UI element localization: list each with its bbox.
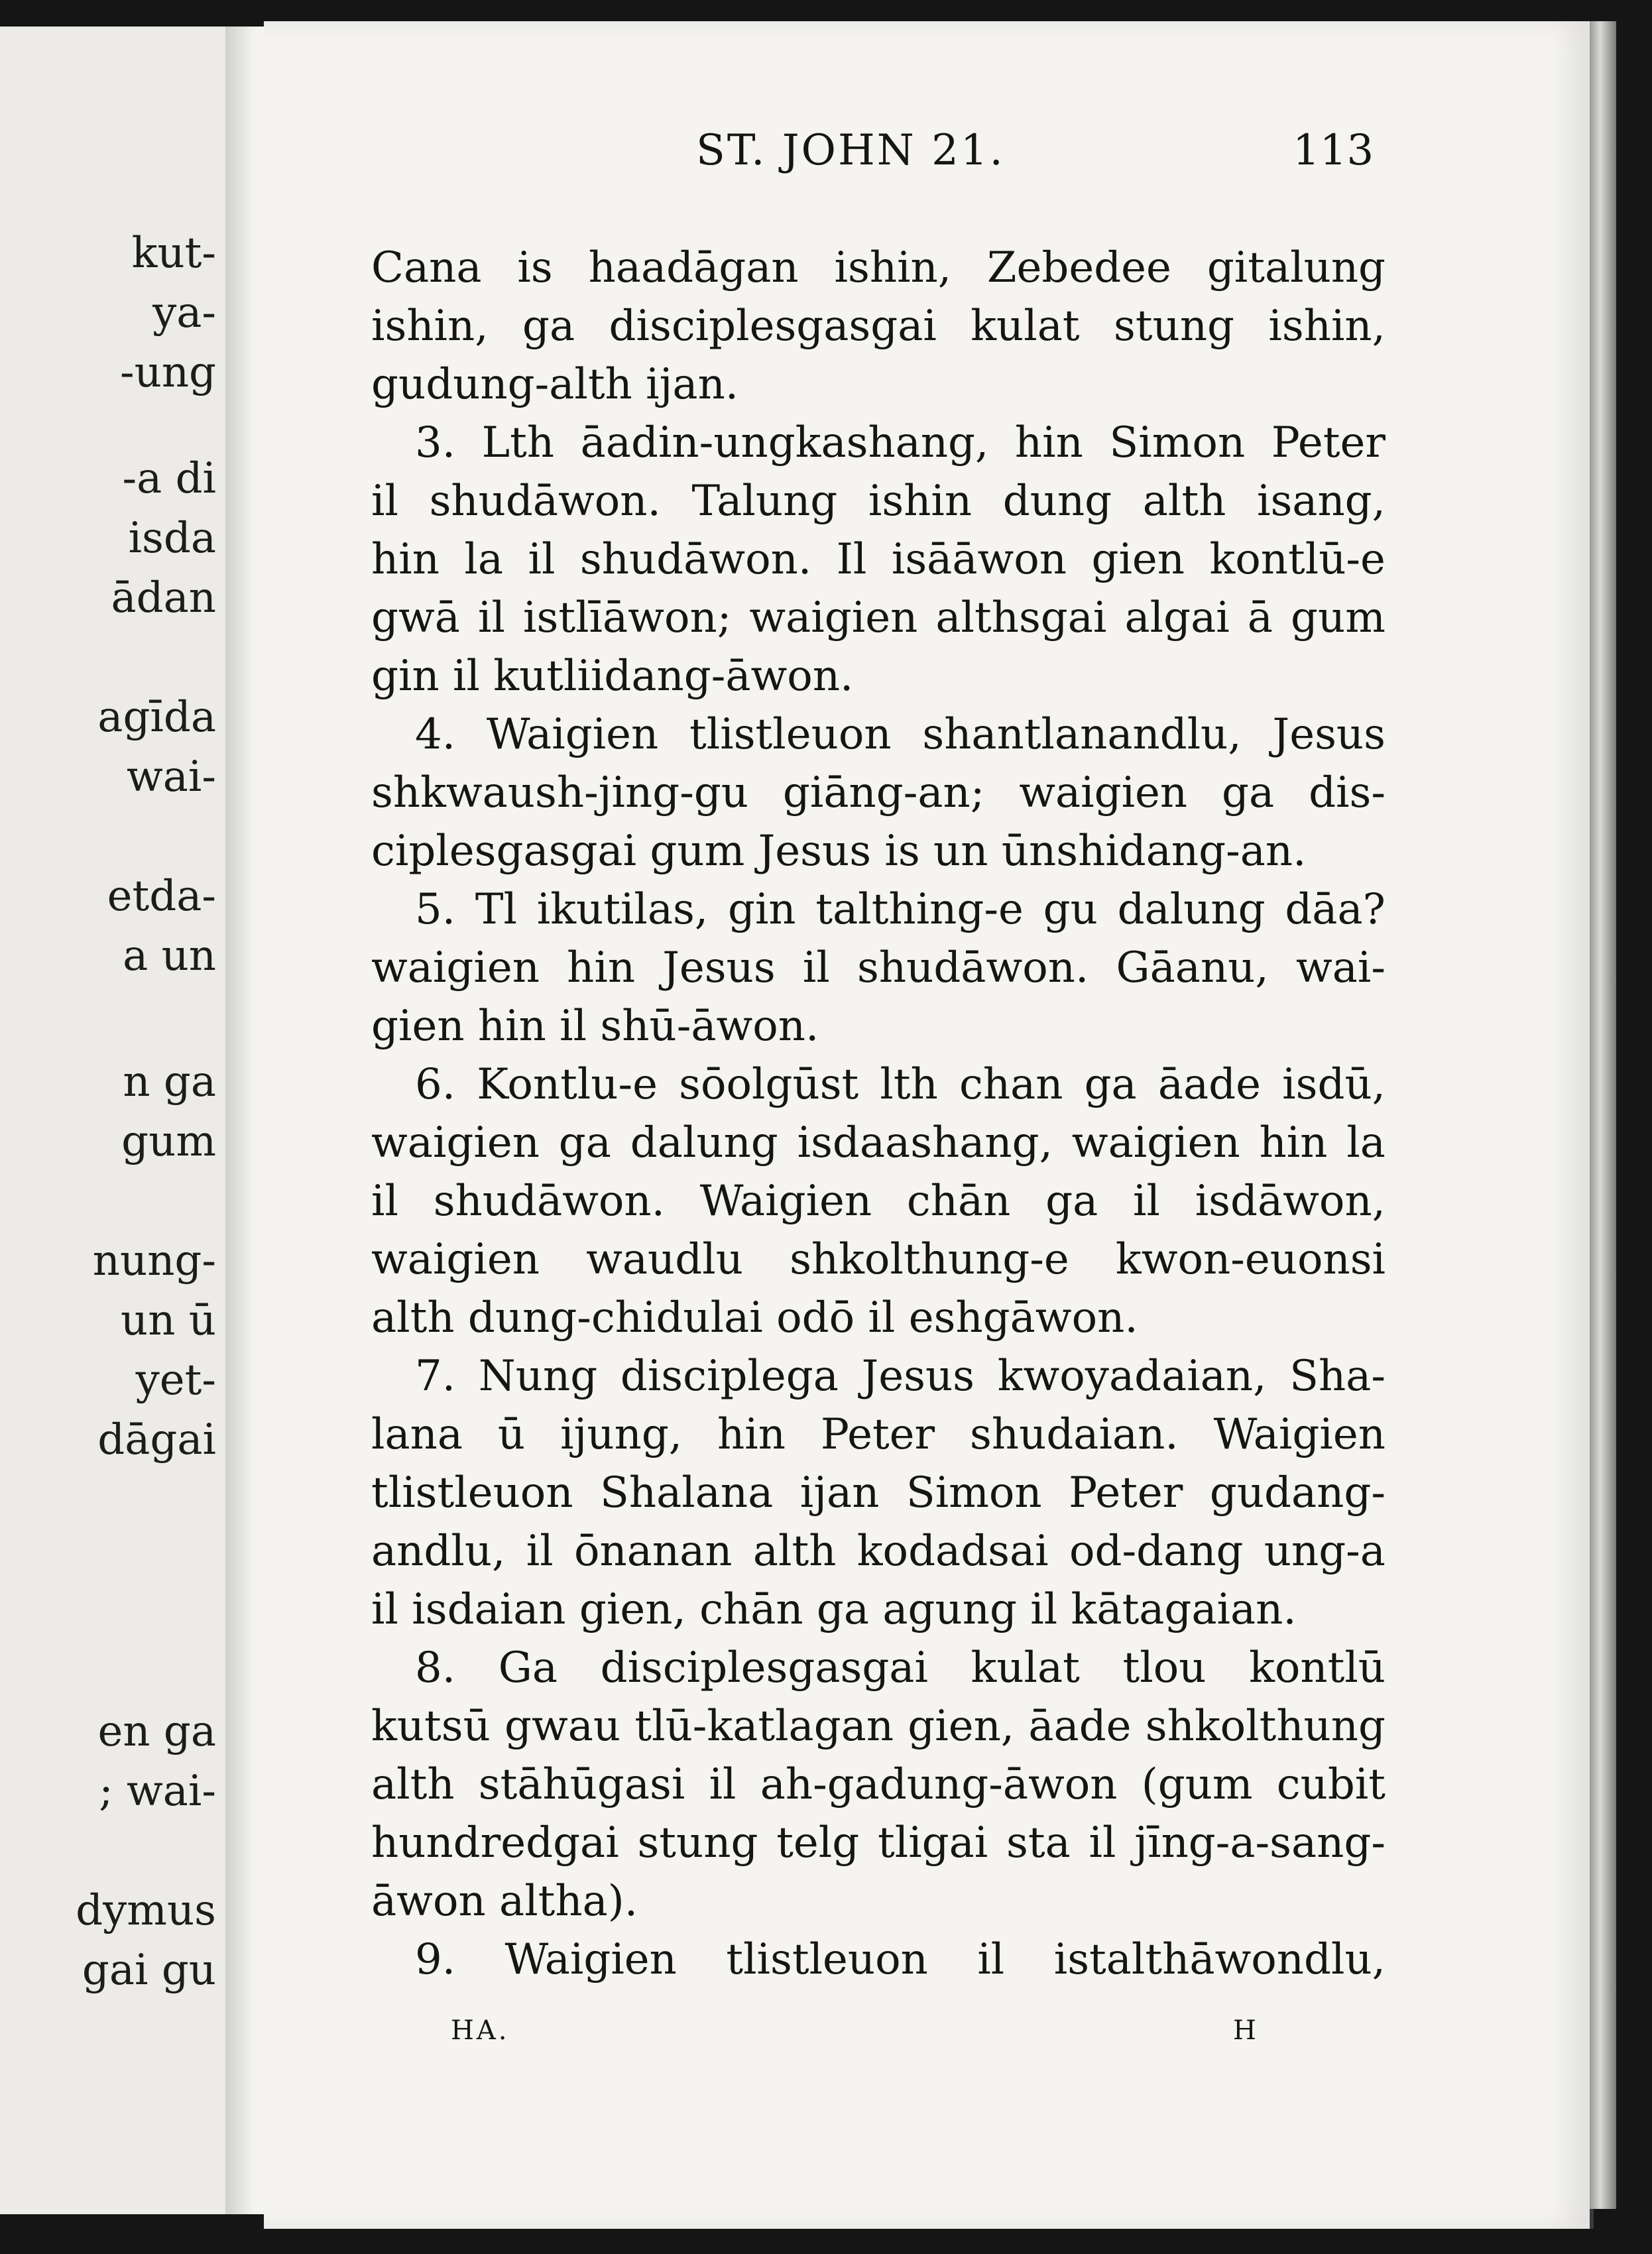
running-head: ST. JOHN 21. <box>696 126 1005 175</box>
left-page-fragment: wai- <box>126 752 216 801</box>
left-page-fragment: kut- <box>131 229 216 278</box>
text-line: ciplesgasgai gum Jesus is un ūnshidang-an. <box>371 827 1307 876</box>
text-line: tlistleuon Shalana ijan Simon Peter gudang- <box>371 1468 1386 1517</box>
text-line: il isdaian gien, chān ga agung il kātagaian. <box>371 1585 1297 1634</box>
text-line: il shudāwon. Waigien chān ga il isdāwon, <box>371 1177 1386 1226</box>
text-line: alth dung-chidulai odō il eshgāwon. <box>371 1293 1138 1342</box>
left-page-fragment: ya- <box>152 288 216 337</box>
text-line: 5. Tl ikutilas, gin talthing-e gu dalung dāa? <box>415 885 1386 934</box>
left-page-fragment: ; wai- <box>99 1767 216 1816</box>
text-line: gin il kutliidang-āwon. <box>371 652 854 701</box>
text-line: 7. Nung disciplega Jesus kwoyadaian, Sha- <box>415 1352 1386 1401</box>
text-line: 3. Lth āadin-ungkashang, hin Simon Peter <box>415 418 1386 467</box>
text-line: gien hin il shū-āwon. <box>371 1002 819 1051</box>
left-page-fragment: nung- <box>92 1236 216 1285</box>
page-edge <box>1590 21 1616 2209</box>
text-line: lana ū ijung, hin Peter shudaian. Waigien <box>371 1410 1386 1459</box>
text-line: andlu, il ōnanan alth kodadsai od-dang ung-a <box>371 1527 1386 1576</box>
left-facing-page <box>0 27 228 2214</box>
left-page-fragment: dāgai <box>97 1415 216 1464</box>
text-line: il shudāwon. Talung ishin dung alth isang, <box>371 477 1386 526</box>
text-line: gudung-alth ijan. <box>371 360 739 409</box>
text-line: kutsū gwau tlū-katlagan gien, āade shkolthung <box>371 1702 1386 1751</box>
text-line: 9. Waigien tlistleuon il istalthāwondlu, <box>415 1935 1386 1984</box>
left-page-fragment: agīda <box>97 693 216 742</box>
text-line: 4. Waigien tlistleuon shantlanandlu, Jesus <box>415 710 1386 759</box>
text-line: shkwaush-jing-gu giāng-an; waigien ga dis- <box>371 768 1386 817</box>
text-line: 6. Kontlu-e sōolgūst lth chan ga āade isdū, <box>415 1060 1386 1109</box>
page-number: 113 <box>1293 126 1374 175</box>
left-page-fragment: isda <box>128 514 216 563</box>
signature-mark: HA. <box>451 2015 510 2046</box>
left-page-fragment: en ga <box>97 1707 216 1756</box>
book-gutter <box>225 27 265 2214</box>
text-line: waigien hin Jesus il shudāwon. Gāanu, wai- <box>371 943 1386 992</box>
body-text <box>371 239 1386 1989</box>
left-page-fragment: ādan <box>111 573 216 623</box>
text-line: waigien waudlu shkolthung-e kwon-euonsi <box>371 1235 1386 1284</box>
text-line: hin la il shudāwon. Il isāāwon gien kontlū-e <box>371 535 1386 584</box>
text-line: gwā il istlīāwon; waigien althsgai algai ā gum <box>371 593 1386 642</box>
text-line: waigien ga dalung isdaashang, waigien hin la <box>371 1118 1386 1167</box>
text-line: āwon altha). <box>371 1877 638 1926</box>
text-line: Cana is haadāgan ishin, Zebedee gitalung <box>371 243 1386 292</box>
gathering-mark: H <box>1233 2015 1256 2046</box>
left-page-fragment: dymus <box>76 1886 216 1935</box>
text-line: hundredgai stung telg tligai sta il jīng-a-sang- <box>371 1818 1386 1868</box>
text-line: 8. Ga disciplesgasgai kulat tlou kontlū <box>415 1643 1386 1692</box>
text-line: ishin, ga disciplesgasgai kulat stung ishin, <box>371 302 1386 351</box>
left-page-fragment: un ū <box>121 1296 216 1345</box>
left-page-fragment: etda- <box>107 872 216 921</box>
left-page-fragment: -ung <box>119 348 216 397</box>
left-page-fragment: gai gu <box>82 1946 216 1995</box>
left-page-fragment: a un <box>123 931 216 980</box>
left-page-fragment: n ga <box>123 1057 216 1106</box>
left-page-fragment: -a di <box>122 454 216 503</box>
text-line: alth stāhūgasi il ah-gadung-āwon (gum cubit <box>371 1760 1386 1809</box>
left-page-fragment: yet- <box>135 1356 216 1405</box>
left-page-fragment: gum <box>121 1117 216 1166</box>
